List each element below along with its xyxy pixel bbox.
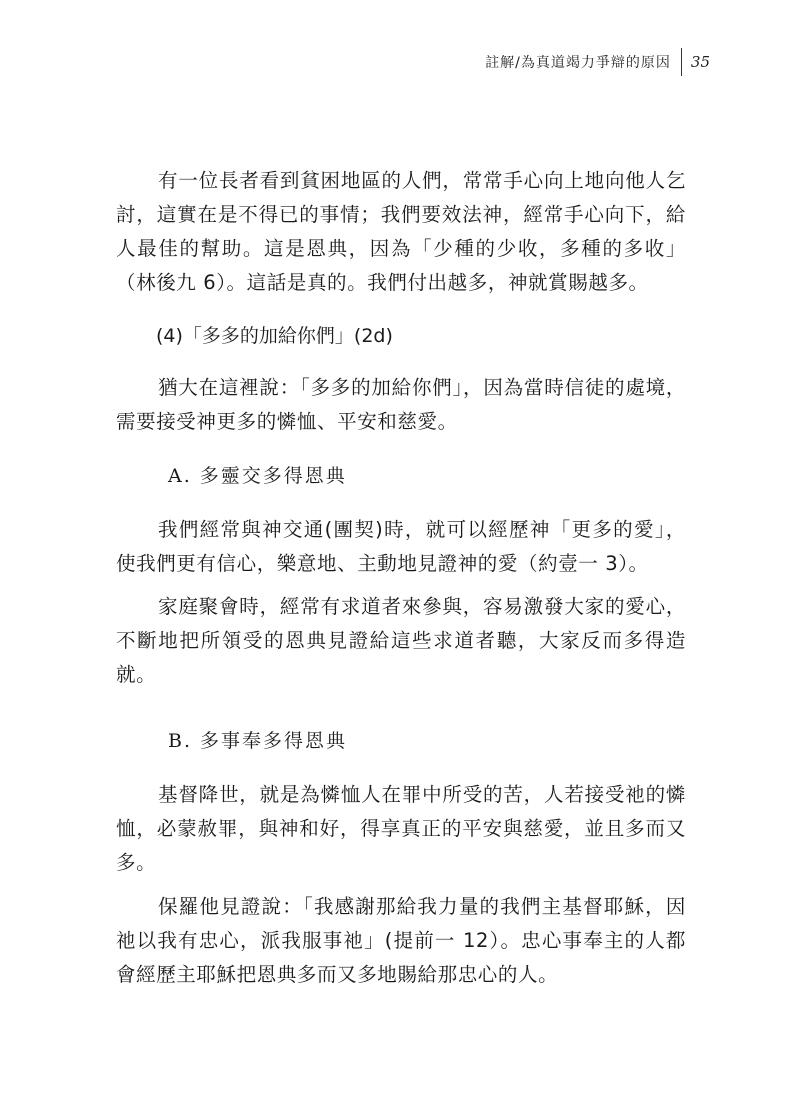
- page-body: [116, 164, 686, 992]
- paragraph-home-meeting: 家庭聚會時，經常有求道者來參與，容易激發大家的愛心，不斷地把所領受的恩典見證給這些求道者聽，大家反而多得造就。: [116, 595, 686, 686]
- section-heading-b: B. 多事奉多得恩典: [168, 730, 348, 752]
- paragraph-paul: 保羅他見證說：「我感謝那給我力量的我們主基督耶穌，因祂以我有忠心，派我服事祂」(提前一 12）。忠心事奉主的人都會經歷主耶穌把恩典多而又多地賜給那忠心的人。: [116, 895, 686, 986]
- page-number: 35: [690, 53, 710, 71]
- paragraph-christ: 基督降世，就是為憐恤人在罪中所受的苦，人若接受祂的憐恤，必蒙赦罪，與神和好，得享真正的平安與慈愛，並且多而又多。: [116, 783, 686, 874]
- list-item-4: (4)「多多的加給你們」(2d): [156, 325, 393, 347]
- paragraph-giving: 有一位長者看到貧困地區的人們，常常手心向上地向他人乞討，這實在是不得已的事情；我們要效法神，經常手心向下，給人最佳的幫助。這是恩典，因為「少種的少收，多種的多收」（林後九 6）。這話是真的。我們付出越多，神就賞賜越多。: [116, 169, 686, 294]
- paragraph-fellowship: 我們經常與神交通(團契)時，就可以經歷神「更多的愛」，使我們更有信心，樂意地、主動地見證神的愛（約壹一 3）。: [116, 518, 686, 575]
- section-heading-a: A. 多靈交多得恩典: [168, 465, 347, 487]
- paragraph-jude: 猶大在這裡說：「多多的加給你們」，因為當時信徒的處境，需要接受神更多的憐恤、平安和慈愛。: [116, 376, 686, 433]
- running-header: [485, 48, 710, 76]
- chapter-title: 註解/為真道竭力爭辯的原因: [485, 55, 671, 71]
